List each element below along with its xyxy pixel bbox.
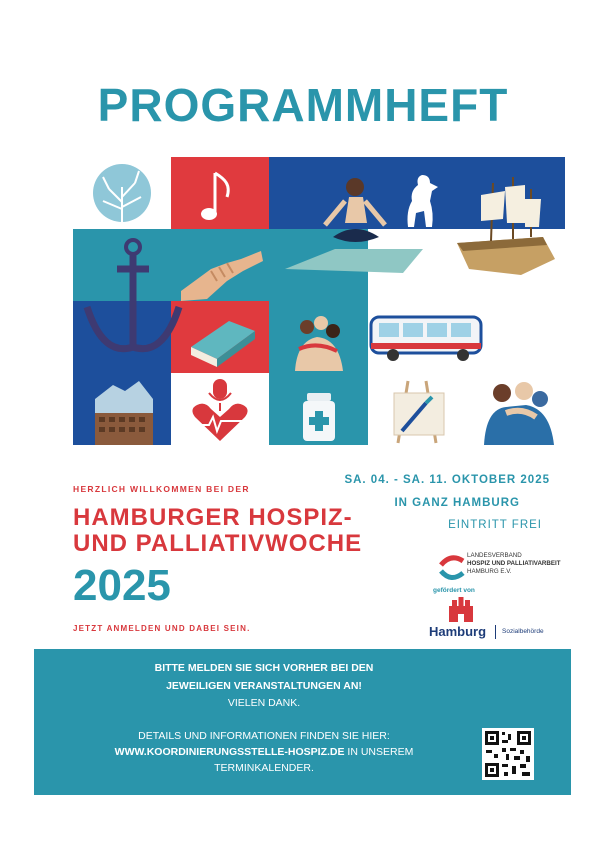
banner-line3: VIELEN DANK. xyxy=(227,697,301,709)
banner-line4: DETAILS UND INFORMATIONEN FINDEN SIE HIER: xyxy=(138,730,390,742)
collage-overlay xyxy=(73,157,565,445)
event-title-line1: HAMBURGER HOSPIZ- xyxy=(73,504,353,531)
event-entry: EINTRITT FREI xyxy=(448,519,542,531)
lv-line2: HOSPIZ UND PALLIATIVARBEIT xyxy=(467,560,561,567)
yoga-icon xyxy=(285,178,423,273)
landesverband-text xyxy=(467,552,561,576)
event-location: IN GANZ HAMBURG xyxy=(394,497,520,509)
qr-code-icon[interactable] xyxy=(482,728,534,780)
funded-by-label: gefördert von xyxy=(433,587,475,594)
lv-line3: HAMBURG E.V. xyxy=(467,568,512,575)
website-link[interactable]: WWW.KOORDINIERUNGSSTELLE-HOSPIZ.DE xyxy=(114,746,345,758)
anchor-icon xyxy=(87,240,179,349)
signup-text: JETZT ANMELDEN UND DABEI SEIN. xyxy=(73,624,251,633)
event-title-line2: UND PALLIATIVWOCHE xyxy=(73,530,363,557)
bus-icon xyxy=(371,317,481,361)
hamburg-logo-text: Hamburg xyxy=(429,624,487,639)
info-banner xyxy=(34,649,571,795)
logo-divider xyxy=(495,625,496,639)
event-dates: SA. 04. - SA. 11. OKTOBER 2025 xyxy=(344,474,550,486)
event-year: 2025 xyxy=(73,561,171,610)
banner-line2: JEWEILIGEN VERANSTALTUNGEN AN! xyxy=(166,680,362,692)
hamburg-coat-of-arms-icon xyxy=(446,596,476,624)
banner-line5 xyxy=(34,746,494,758)
collage xyxy=(73,157,565,445)
lv-line1: LANDESVERBAND xyxy=(467,552,522,559)
page-title: PROGRAMMHEFT xyxy=(97,79,509,131)
ship-icon xyxy=(457,177,555,275)
sozialbehoerde-text: Sozialbehörde xyxy=(502,628,544,635)
banner-line6: TERMINKALENDER. xyxy=(214,762,314,774)
event-title xyxy=(73,505,362,557)
welcome-text: HERZLICH WILLKOMMEN BEI DER xyxy=(73,484,250,494)
banner-line1: BITTE MELDEN SIE SICH VORHER BEI DEN xyxy=(154,662,374,674)
banner-line5-rest: IN UNSEREM xyxy=(344,746,414,758)
